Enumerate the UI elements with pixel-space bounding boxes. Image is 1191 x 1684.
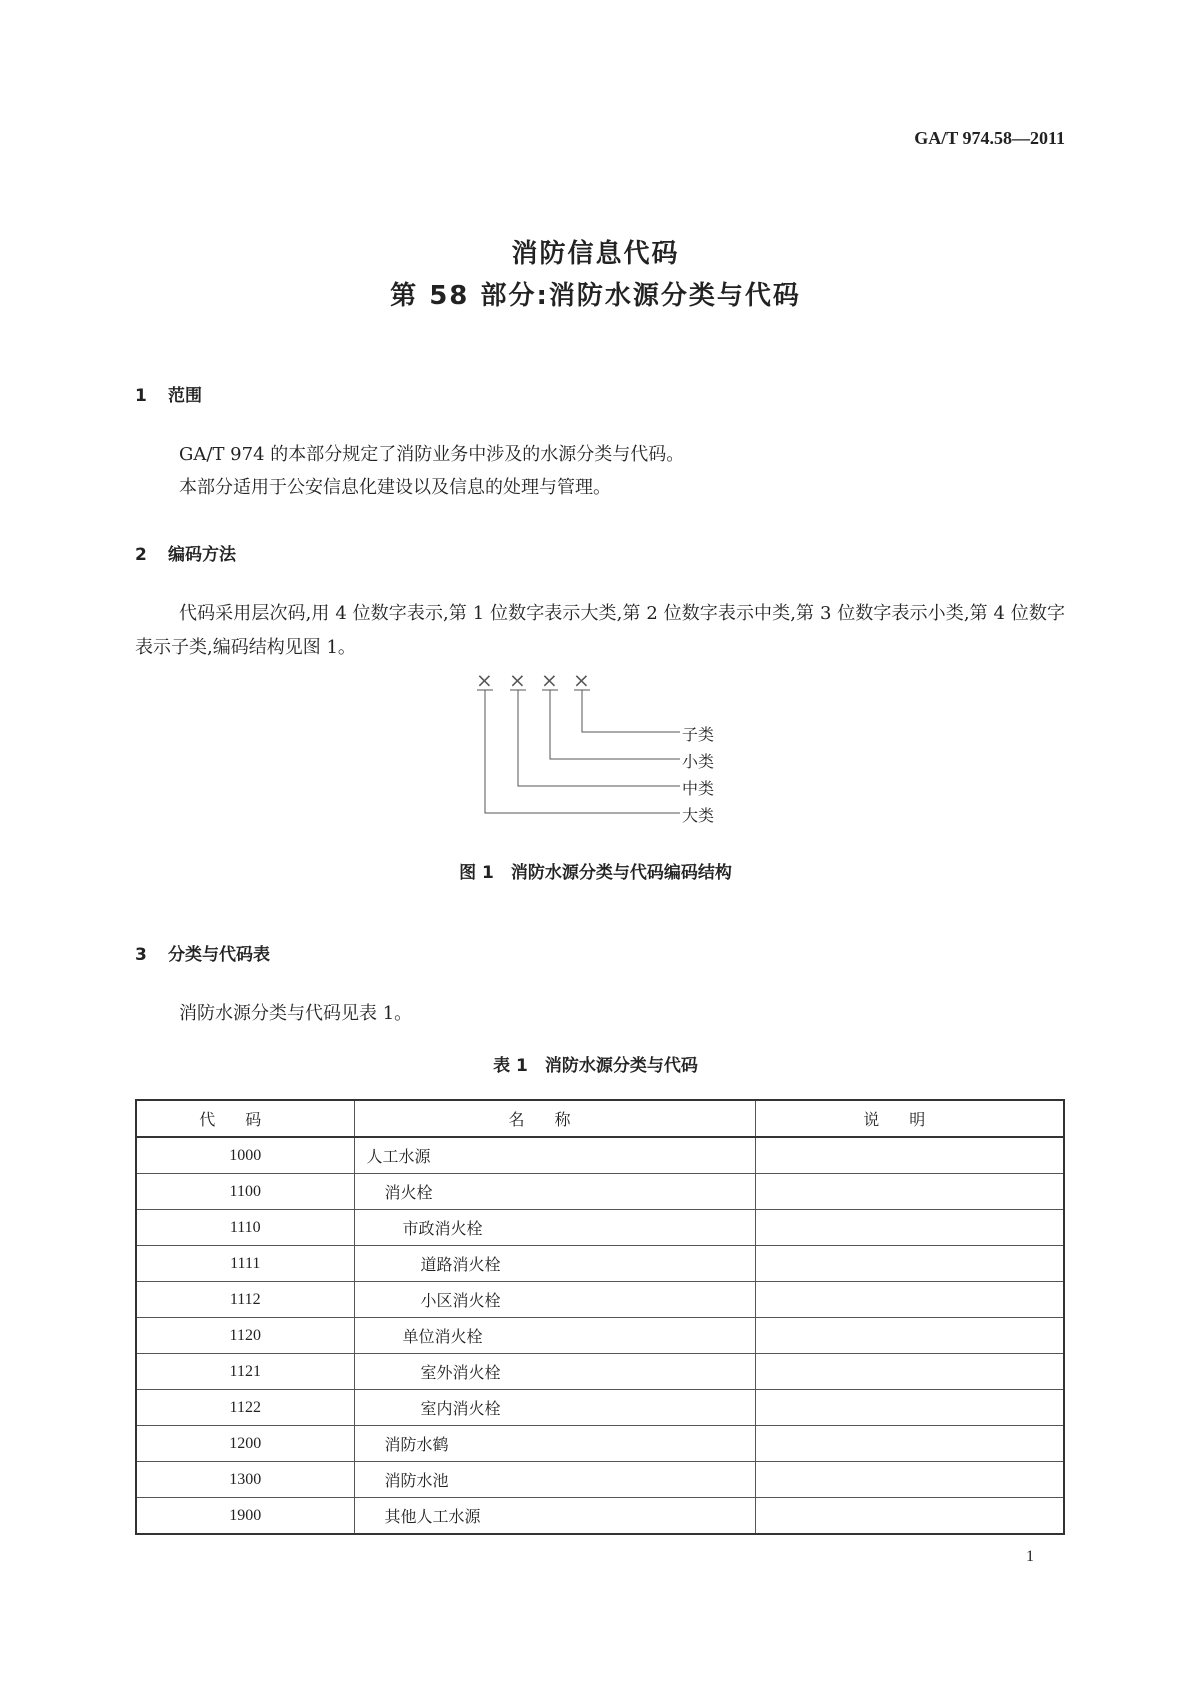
- standard-number: GA/T 974.58—2011: [914, 128, 1065, 148]
- cell-code: 1900: [136, 1498, 354, 1535]
- cell-name: 消火栓: [354, 1174, 755, 1210]
- figure-label: 子类: [682, 725, 715, 744]
- classification-table: [135, 1099, 1065, 1535]
- document-title: 消防信息代码: [511, 239, 680, 269]
- table-row: [136, 1498, 1064, 1535]
- connector-line: [582, 690, 680, 732]
- column-header-note: 说明: [755, 1100, 1064, 1137]
- table-caption: 表 1 消防水源分类与代码: [493, 1056, 698, 1076]
- cell-name: 室内消火栓: [354, 1390, 755, 1426]
- cell-code: 1112: [136, 1282, 354, 1318]
- section-number: 1: [135, 386, 147, 406]
- table-row: [136, 1282, 1064, 1318]
- column-header-name: 名称: [354, 1100, 755, 1137]
- figure-label: 大类: [682, 806, 715, 825]
- table-row: [136, 1210, 1064, 1246]
- paragraph: 本部分适用于公安信息化建设以及信息的处理与管理。: [179, 477, 611, 498]
- connector-line: [550, 690, 680, 759]
- section-number: 2: [135, 545, 147, 565]
- document-subtitle: 第 58 部分:消防水源分类与代码: [390, 281, 801, 311]
- cell-name: 道路消火栓: [354, 1246, 755, 1282]
- cell-code: 1100: [136, 1174, 354, 1210]
- table-header-row: [136, 1100, 1064, 1137]
- cell-code: 1120: [136, 1318, 354, 1354]
- cell-note: [755, 1354, 1064, 1390]
- section-title: 范围: [168, 386, 202, 406]
- cell-code: 1110: [136, 1210, 354, 1246]
- table-row: [136, 1390, 1064, 1426]
- cell-code: 1300: [136, 1462, 354, 1498]
- table-row: [136, 1137, 1064, 1174]
- table-row: [136, 1462, 1064, 1498]
- table-row: [136, 1354, 1064, 1390]
- digit-placeholder: ×: [573, 668, 590, 692]
- cell-code: 1200: [136, 1426, 354, 1462]
- digit-placeholder: ×: [541, 668, 558, 692]
- cell-name: 室外消火栓: [354, 1354, 755, 1390]
- section-title: 分类与代码表: [168, 945, 270, 965]
- cell-code: 1111: [136, 1246, 354, 1282]
- section-3-heading: [135, 940, 270, 965]
- cell-name: 人工水源: [354, 1137, 755, 1174]
- cell-note: [755, 1246, 1064, 1282]
- figure-caption: 图 1 消防水源分类与代码编码结构: [459, 863, 732, 883]
- table-row: [136, 1246, 1064, 1282]
- cell-note: [755, 1390, 1064, 1426]
- cell-name: 小区消火栓: [354, 1282, 755, 1318]
- cell-name: 其他人工水源: [354, 1498, 755, 1535]
- cell-note: [755, 1282, 1064, 1318]
- cell-code: 1000: [136, 1137, 354, 1174]
- section-number: 3: [135, 945, 147, 965]
- cell-name: 市政消火栓: [354, 1210, 755, 1246]
- cell-note: [755, 1318, 1064, 1354]
- figure-label: 小类: [682, 752, 715, 771]
- figure-label: 中类: [682, 779, 715, 798]
- cell-note: [755, 1137, 1064, 1174]
- table-row: [136, 1318, 1064, 1354]
- cell-name: 消防水池: [354, 1462, 755, 1498]
- cell-name: 消防水鹤: [354, 1426, 755, 1462]
- cell-note: [755, 1174, 1064, 1210]
- page-number: 1: [1026, 1548, 1034, 1565]
- column-header-code: 代码: [136, 1100, 354, 1137]
- cell-note: [755, 1210, 1064, 1246]
- connector-line: [518, 690, 680, 786]
- digit-placeholder: ×: [476, 668, 493, 692]
- cell-code: 1122: [136, 1390, 354, 1426]
- paragraph: 代码采用层次码,用 4 位数字表示,第 1 位数字表示大类,第 2 位数字表示中类,第 3 位数字表示小类,第 4 位数字表示子类,编码结构见图 1。: [135, 603, 1065, 658]
- section-title: 编码方法: [168, 545, 236, 565]
- cell-note: [755, 1462, 1064, 1498]
- paragraph: 消防水源分类与代码见表 1。: [179, 1003, 413, 1024]
- paragraph: GA/T 974 的本部分规定了消防业务中涉及的水源分类与代码。: [179, 444, 685, 465]
- table-row: [136, 1174, 1064, 1210]
- cell-code: 1121: [136, 1354, 354, 1390]
- cell-note: [755, 1498, 1064, 1535]
- cell-note: [755, 1426, 1064, 1462]
- digit-placeholder: ×: [509, 668, 526, 692]
- cell-name: 单位消火栓: [354, 1318, 755, 1354]
- table-row: [136, 1426, 1064, 1462]
